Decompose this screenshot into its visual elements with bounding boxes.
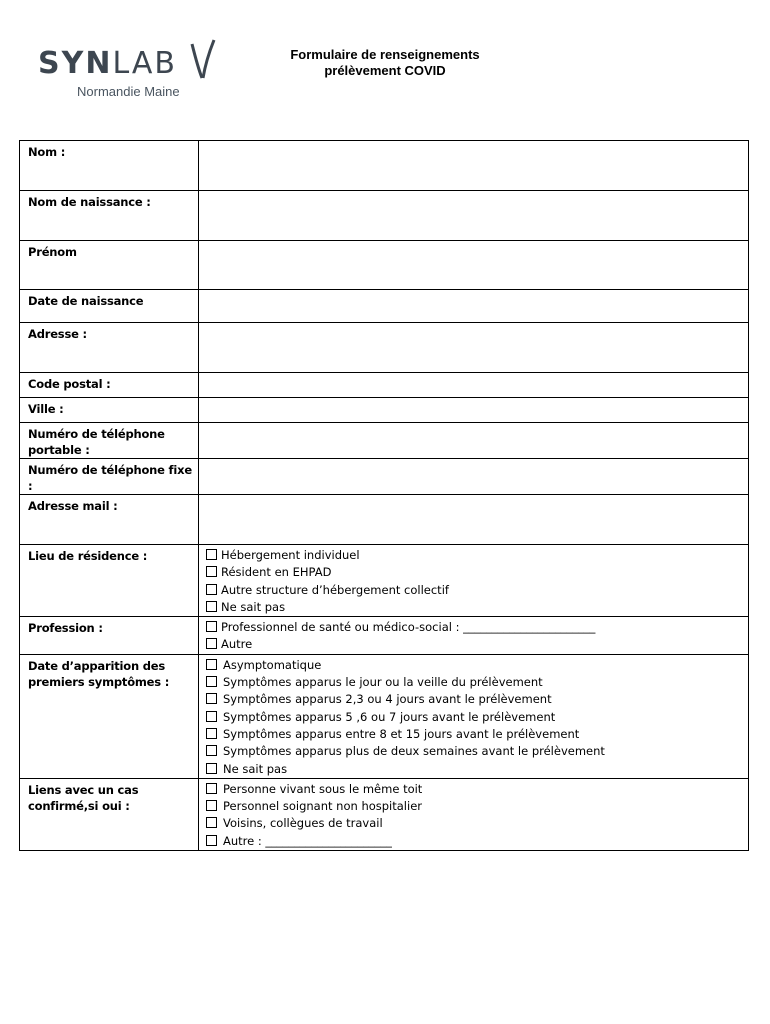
option-personnel-soignant[interactable] bbox=[206, 798, 742, 815]
row-nom bbox=[20, 141, 749, 191]
checkbox-icon[interactable] bbox=[206, 817, 217, 828]
option-label: Autre structure d’hébergement collectif bbox=[221, 582, 449, 597]
label-ville: Ville : bbox=[20, 398, 199, 423]
option-label: Symptômes apparus le jour ou la veille du prélèvement bbox=[223, 675, 543, 690]
form-title-line1: Formulaire de renseignements bbox=[290, 47, 480, 62]
option-label: Résident en EHPAD bbox=[221, 565, 332, 580]
checkbox-icon[interactable] bbox=[206, 584, 217, 595]
label-prenom: Prénom bbox=[20, 241, 199, 290]
option-ne-sait-pas[interactable] bbox=[206, 599, 742, 616]
checkbox-icon[interactable] bbox=[206, 745, 217, 756]
input-code-postal[interactable] bbox=[199, 373, 749, 398]
input-nom[interactable] bbox=[199, 141, 749, 191]
option-label: Ne sait pas bbox=[223, 761, 288, 776]
option-label: Symptômes apparus plus de deux semaines avant le prélèvement bbox=[223, 744, 605, 759]
option-autre-lien[interactable] bbox=[206, 833, 742, 850]
checkbox-icon[interactable] bbox=[206, 601, 217, 612]
label-symptomes: Date d’apparition des premiers symptômes : bbox=[20, 654, 199, 778]
option-autre-profession[interactable] bbox=[206, 636, 742, 653]
option-symptomes-plus-deux-semaines[interactable] bbox=[206, 743, 742, 760]
input-prenom[interactable] bbox=[199, 241, 749, 290]
option-label: Voisins, collègues de travail bbox=[223, 816, 383, 831]
checkbox-icon[interactable] bbox=[206, 638, 217, 649]
checkbox-icon[interactable] bbox=[206, 835, 217, 846]
option-label: Symptômes apparus entre 8 et 15 jours avant le prélèvement bbox=[223, 726, 580, 741]
option-symptomes-jour-veille[interactable] bbox=[206, 674, 742, 691]
label-adresse: Adresse : bbox=[20, 323, 199, 373]
form-title bbox=[250, 47, 520, 79]
option-professionnel-sante[interactable] bbox=[206, 619, 742, 636]
form-table bbox=[19, 140, 749, 851]
option-label: Symptômes apparus 5 ,6 ou 7 jours avant le prélèvement bbox=[223, 709, 556, 724]
checkbox-icon[interactable] bbox=[206, 566, 217, 577]
logo-subtitle: Normandie Maine bbox=[77, 84, 180, 99]
option-autre-structure[interactable] bbox=[206, 582, 742, 599]
row-tel-portable bbox=[20, 423, 749, 459]
option-symptomes-2-4-jours[interactable] bbox=[206, 691, 742, 708]
option-label: Personne vivant sous le même toit bbox=[223, 781, 423, 796]
row-nom-naissance bbox=[20, 191, 749, 241]
option-label: Hébergement individuel bbox=[221, 548, 360, 562]
option-voisins-collegues[interactable] bbox=[206, 815, 742, 832]
checkbox-icon[interactable] bbox=[206, 621, 217, 632]
form-title-line2: prélèvement COVID bbox=[324, 63, 446, 78]
row-profession bbox=[20, 617, 749, 655]
logo-mark-icon bbox=[188, 38, 218, 82]
checkbox-icon[interactable] bbox=[206, 783, 217, 794]
checkbox-icon[interactable] bbox=[206, 676, 217, 687]
option-label: Asymptomatique bbox=[223, 657, 322, 672]
label-lieu-residence: Lieu de résidence : bbox=[20, 545, 199, 617]
label-liens: Liens avec un cas confirmé,si oui : bbox=[20, 778, 199, 850]
input-email[interactable] bbox=[199, 495, 749, 545]
option-asymptomatique[interactable] bbox=[206, 657, 742, 674]
option-label: Personnel soignant non hospitalier bbox=[223, 799, 422, 814]
logo-brand-bold: SYN bbox=[38, 46, 113, 81]
row-code-postal bbox=[20, 373, 749, 398]
options-lieu-residence bbox=[199, 545, 749, 617]
label-nom: Nom : bbox=[20, 141, 199, 191]
row-tel-fixe bbox=[20, 459, 749, 495]
row-ville bbox=[20, 398, 749, 423]
option-symptomes-5-7-jours[interactable] bbox=[206, 709, 742, 726]
input-ville[interactable] bbox=[199, 398, 749, 423]
option-hebergement-individuel[interactable] bbox=[206, 547, 742, 564]
option-label: Autre : ______________________ bbox=[223, 833, 392, 848]
checkbox-icon[interactable] bbox=[206, 763, 217, 774]
options-symptomes bbox=[199, 654, 749, 778]
checkbox-icon[interactable] bbox=[206, 659, 217, 670]
logo-brand-light: LAB bbox=[112, 46, 177, 81]
checkbox-icon[interactable] bbox=[206, 728, 217, 739]
option-symptomes-ne-sait-pas[interactable] bbox=[206, 761, 742, 778]
label-tel-portable: Numéro de téléphone portable : bbox=[20, 423, 199, 459]
row-liens bbox=[20, 778, 749, 850]
option-symptomes-8-15-jours[interactable] bbox=[206, 726, 742, 743]
label-profession: Profession : bbox=[20, 617, 199, 655]
label-nom-naissance: Nom de naissance : bbox=[20, 191, 199, 241]
option-label: Autre bbox=[221, 637, 253, 652]
label-date-naissance: Date de naissance bbox=[20, 290, 199, 323]
input-nom-naissance[interactable] bbox=[199, 191, 749, 241]
row-adresse bbox=[20, 323, 749, 373]
checkbox-icon[interactable] bbox=[206, 800, 217, 811]
label-email: Adresse mail : bbox=[20, 495, 199, 545]
option-label: Professionnel de santé ou médico-social : _______________________ bbox=[221, 620, 596, 635]
options-liens bbox=[199, 778, 749, 850]
row-date-naissance bbox=[20, 290, 749, 323]
option-meme-toit[interactable] bbox=[206, 781, 742, 798]
row-email bbox=[20, 495, 749, 545]
input-date-naissance[interactable] bbox=[199, 290, 749, 323]
checkbox-icon[interactable] bbox=[206, 693, 217, 704]
label-code-postal: Code postal : bbox=[20, 373, 199, 398]
synlab-logo bbox=[38, 38, 238, 102]
input-tel-portable[interactable] bbox=[199, 423, 749, 459]
option-resident-ehpad[interactable] bbox=[206, 564, 742, 581]
row-symptomes bbox=[20, 654, 749, 778]
input-tel-fixe[interactable] bbox=[199, 459, 749, 495]
input-adresse[interactable] bbox=[199, 323, 749, 373]
logo-wordmark bbox=[38, 46, 177, 82]
option-label: Symptômes apparus 2,3 ou 4 jours avant le prélèvement bbox=[223, 692, 552, 707]
option-label: Ne sait pas bbox=[221, 599, 286, 614]
checkbox-icon[interactable] bbox=[206, 549, 217, 560]
checkbox-icon[interactable] bbox=[206, 711, 217, 722]
row-prenom bbox=[20, 241, 749, 290]
row-lieu-residence bbox=[20, 545, 749, 617]
label-tel-fixe: Numéro de téléphone fixe : bbox=[20, 459, 199, 495]
options-profession bbox=[199, 617, 749, 655]
